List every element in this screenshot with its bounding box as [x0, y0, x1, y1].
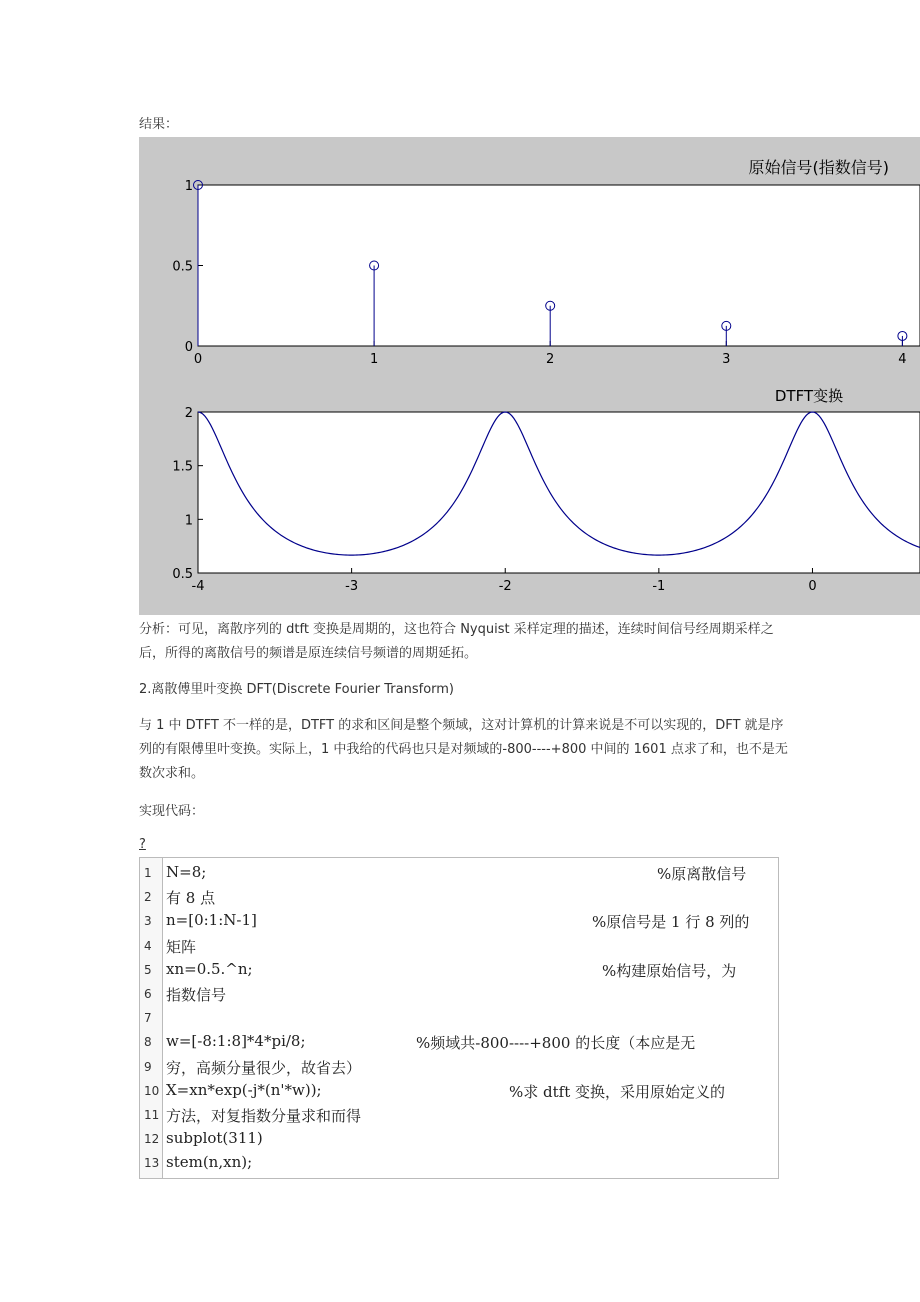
line-number: 3 — [144, 914, 152, 929]
code-comment: %构建原始信号，为 — [602, 961, 737, 980]
line-number: 1 — [144, 866, 152, 880]
x-tick-label: -4 — [191, 579, 205, 594]
x-tick-label: 1 — [369, 352, 379, 367]
line-number-gutter — [140, 858, 163, 1178]
analysis-paragraph: 分析：可见，离散序列的 dtft 变换是周期的，这也符合 Nyquist 采样定理的描述，连续时间信号经周期采样之后，所得的离散信号的频谱是原连续信号频谱的周期延拓。 — [139, 622, 774, 661]
line-number: 4 — [144, 938, 152, 953]
line-number: 13 — [144, 1156, 160, 1171]
x-tick-label: -3 — [345, 579, 359, 594]
x-tick-label: 0 — [808, 579, 817, 594]
y-tick-label: 0 — [184, 340, 193, 355]
x-tick-label: 3 — [722, 352, 731, 367]
code-line: stem(n,xn); — [166, 1153, 253, 1172]
line-number: 8 — [144, 1035, 152, 1050]
code-line: 方法，对复指数分量求和而得 — [166, 1107, 362, 1125]
line-number: 2 — [144, 890, 152, 905]
stem-chart-title: 原始信号(指数信号) — [748, 158, 889, 177]
line-number: 10 — [144, 1083, 160, 1098]
impl-label: 实现代码： — [139, 804, 205, 819]
code-line: xn=0.5.^n; — [166, 959, 253, 978]
code-line: X=xn*exp(-j*(n'*w)); — [166, 1080, 322, 1099]
line-number: 5 — [144, 962, 152, 977]
dtft-chart-title: DTFT变换 — [774, 387, 844, 405]
code-comment: %频域共-800----+800 的长度（本应是无 — [416, 1034, 696, 1053]
line-number: 11 — [144, 1108, 160, 1122]
line-number: 7 — [144, 1011, 152, 1026]
help-link[interactable]: ? — [139, 837, 146, 852]
x-tick-label: -2 — [498, 579, 512, 594]
x-tick-label: 0 — [193, 352, 203, 367]
intro-paragraph: 与 1 中 DTFT 不一样的是，DTFT 的求和区间是整个频域，这对计算机的计算来说是不可以实现的，DFT 就是序列的有限傅里叶变换。实际上，1 中我给的代码也只是对频域的-800----+800 中间的 1601 点求了和，也不是无数次求和。 — [139, 718, 788, 781]
code-comment: %原离散信号 — [657, 865, 747, 883]
code-line: 指数信号 — [166, 986, 227, 1004]
y-tick-label: 1 — [184, 513, 193, 529]
code-line: n=[0:1:N-1] — [166, 911, 257, 930]
y-tick-label: 2 — [184, 406, 193, 421]
line-number: 6 — [144, 987, 152, 1001]
line-number: 12 — [144, 1132, 160, 1147]
x-tick-label: -1 — [652, 579, 666, 594]
code-line: 矩阵 — [166, 937, 197, 956]
x-tick-label: 2 — [546, 352, 555, 367]
y-tick-label: 0.5 — [172, 259, 193, 275]
line-number: 9 — [144, 1059, 152, 1074]
y-tick-label: 0.5 — [172, 567, 193, 582]
x-tick-label: 4 — [898, 352, 907, 367]
y-tick-label: 1 — [184, 179, 193, 194]
stem-axes — [198, 185, 920, 346]
code-line: 有 8 点 — [166, 889, 216, 908]
section-heading: 2.离散傅里叶变换 DFT(Discrete Fourier Transform) — [139, 682, 455, 697]
code-line: 穷，高频分量很少，故省去） — [166, 1058, 362, 1077]
code-line: subplot(311) — [166, 1129, 263, 1148]
code-comment: %求 dtft 变换，采用原始定义的 — [509, 1082, 725, 1101]
dtft-axes — [198, 412, 920, 573]
code-block — [139, 857, 779, 1179]
matlab-figure — [139, 137, 920, 615]
code-line: N=8; — [166, 863, 207, 881]
y-tick-label: 1.5 — [172, 459, 193, 475]
code-comment: %原信号是 1 行 8 列的 — [592, 913, 750, 932]
result-label: 结果： — [139, 117, 179, 132]
code-line: w=[-8:1:8]*4*pi/8; — [166, 1032, 306, 1051]
